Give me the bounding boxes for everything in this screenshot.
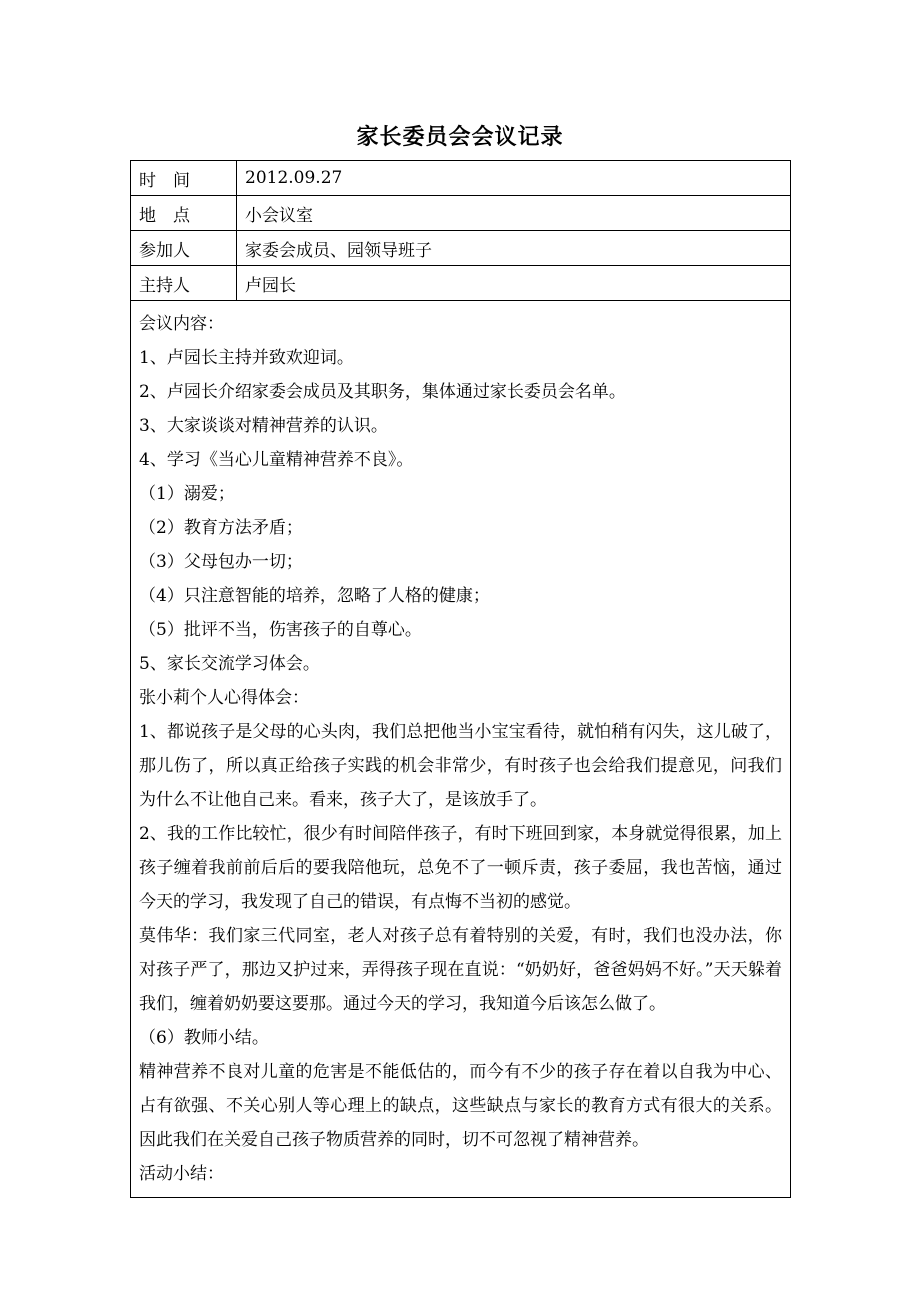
attendees-row <box>131 231 791 266</box>
sub-item-6: （6）教师小结。 <box>139 1028 269 1048</box>
agenda-item-1: 1、卢园长主持并致欢迎词。 <box>139 348 354 368</box>
sub-item-1: （1）溺爱； <box>139 484 235 504</box>
content-row <box>131 301 791 1198</box>
content-heading: 会议内容： <box>139 314 224 334</box>
host-label: 主持人 <box>131 266 237 301</box>
host-row <box>131 266 791 301</box>
zhang-heading: 张小莉个人心得体会： <box>139 688 309 708</box>
place-value: 小会议室 <box>237 196 791 231</box>
meeting-record-table <box>130 160 791 1198</box>
agenda-item-5: 5、家长交流学习体会。 <box>139 654 320 674</box>
place-row <box>131 196 791 231</box>
attendees-value: 家委会成员、园领导班子 <box>237 231 791 266</box>
sub-item-2: （2）教育方法矛盾； <box>139 518 303 538</box>
teacher-summary-paragraph: 精神营养不良对儿童的危害是不能低估的，而今有不少的孩子存在着以自我为中心、占有欲强、不关心别人等心理上的缺点，这些缺点与家长的教育方式有很大的关系。因此我们在关爱自己孩子物质营养的同时，切不可忽视了精神营养。 <box>139 1062 782 1150</box>
agenda-item-2: 2、卢园长介绍家委会成员及其职务，集体通过家长委员会名单。 <box>139 382 626 402</box>
zhang-paragraph-1: 1、都说孩子是父母的心头肉，我们总把他当小宝宝看待，就怕稍有闪失，这儿破了，那儿伤了，所以真正给孩子实践的机会非常少，有时孩子也会给我们提意见，问我们为什么不让他自己来。看来，孩子大了，是该放手了。 <box>139 722 782 810</box>
place-label: 地 点 <box>131 196 237 231</box>
mo-paragraph: 莫伟华：我们家三代同室，老人对孩子总有着特别的关爱，有时，我们也没办法，你对孩子严了，那边又护过来，弄得孩子现在直说：“奶奶好，爸爸妈妈不好。”天天躲着我们，缠着奶奶要这要那。通过今天的学习，我知道今后该怎么做了。 <box>139 926 782 1014</box>
time-value: 2012.09.27 <box>237 161 791 196</box>
sub-item-5: （5）批评不当，伤害孩子的自尊心。 <box>139 620 422 640</box>
host-value: 卢园长 <box>237 266 791 301</box>
meeting-content <box>131 301 791 1198</box>
sub-item-3: （3）父母包办一切； <box>139 552 303 572</box>
activity-summary-heading: 活动小结： <box>139 1164 224 1184</box>
zhang-paragraph-2: 2、我的工作比较忙，很少有时间陪伴孩子，有时下班回到家，本身就觉得很累，加上孩子缠着我前前后后的要我陪他玩，总免不了一顿斥责，孩子委屈，我也苦恼，通过今天的学习，我发现了自己的错误，有点悔不当初的感觉。 <box>139 824 782 912</box>
time-label: 时 间 <box>131 161 237 196</box>
sub-item-4: （4）只注意智能的培养，忽略了人格的健康； <box>139 586 490 606</box>
agenda-item-4: 4、学习《当心儿童精神营养不良》。 <box>139 450 414 470</box>
attendees-label: 参加人 <box>131 231 237 266</box>
agenda-item-3: 3、大家谈谈对精神营养的认识。 <box>139 416 388 436</box>
document-title: 家长委员会会议记录 <box>356 124 564 150</box>
time-row <box>131 161 791 196</box>
